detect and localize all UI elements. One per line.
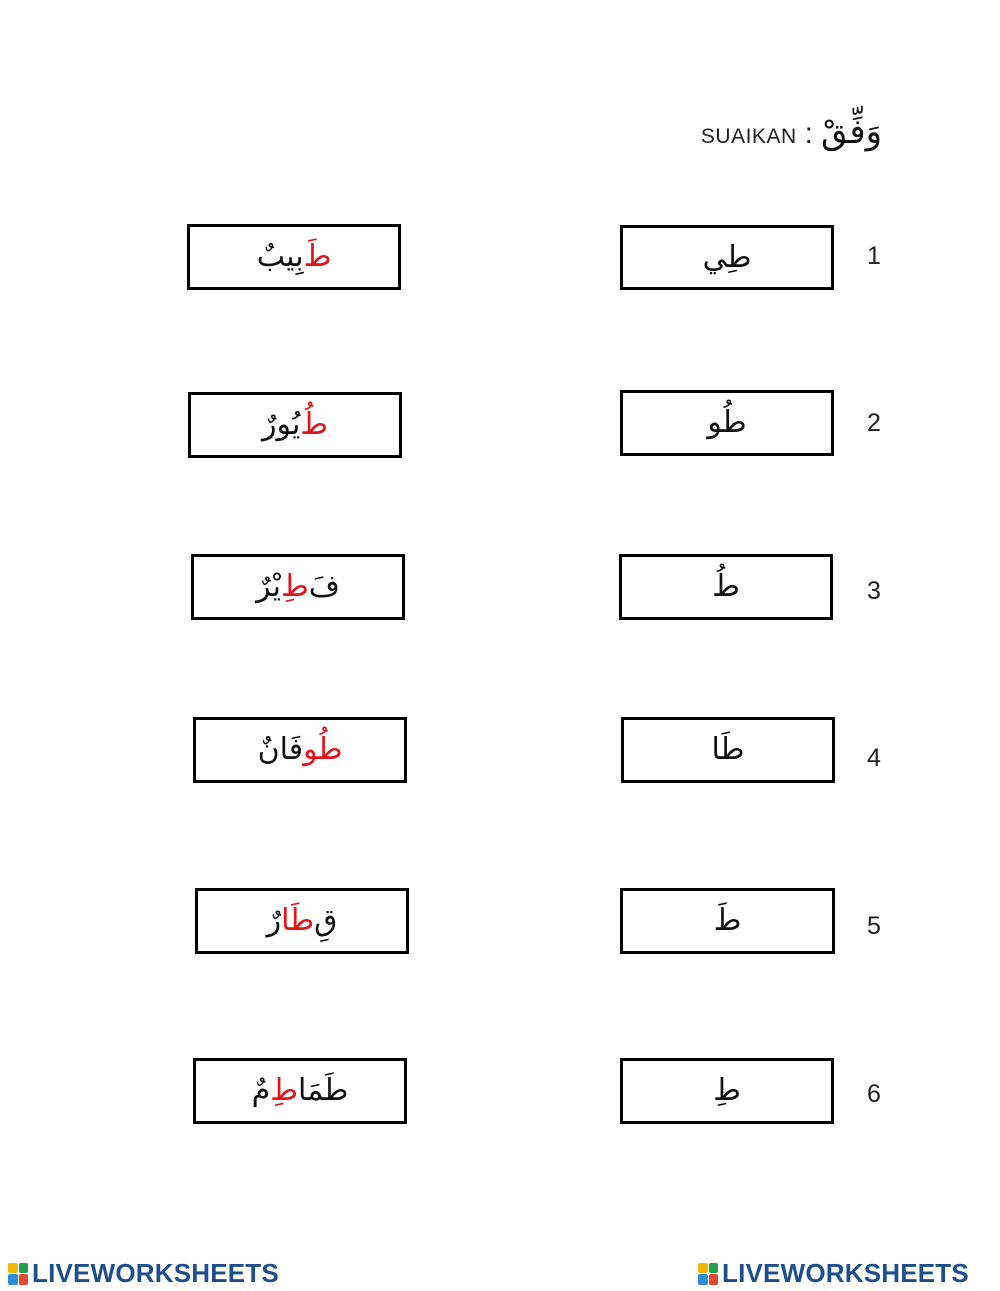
word-box-4[interactable] (193, 717, 407, 783)
syllable-box-1[interactable] (620, 225, 834, 290)
syllable-text: طَ (713, 903, 742, 938)
brand-text: LIVEWORKSHEETS (32, 1258, 279, 1288)
word-pre: قِ (314, 903, 338, 938)
liveworksheets-brand-left[interactable] (8, 1258, 279, 1289)
instruction-colon: : (804, 117, 813, 150)
liveworksheets-brand-right[interactable] (698, 1258, 969, 1289)
item-number-3: 3 (867, 577, 881, 605)
word-box-3[interactable] (191, 554, 405, 620)
instruction-arabic-title: وَفِّقْ (820, 112, 882, 152)
syllable-text: طِي (702, 239, 752, 275)
word-pre: فَ (308, 569, 340, 604)
word-post: رٌ (266, 903, 282, 938)
word-highlight: طِ (270, 1073, 298, 1108)
item-number-5: 5 (867, 912, 881, 940)
syllable-box-3[interactable] (619, 554, 833, 620)
syllable-text: طُو (707, 405, 747, 440)
word-post: يُورٌ (261, 407, 301, 442)
word-post: يْرٌ (256, 569, 282, 604)
word-post: مٌ (251, 1073, 271, 1108)
syllable-box-6[interactable] (620, 1058, 834, 1124)
syllable-box-2[interactable] (620, 390, 834, 456)
word-highlight: طَا (281, 903, 315, 938)
syllable-text: طَا (711, 732, 745, 767)
word-box-6[interactable] (193, 1058, 407, 1124)
brand-text: LIVEWORKSHEETS (722, 1258, 969, 1288)
instruction-heading (701, 112, 882, 152)
syllable-box-5[interactable] (620, 888, 835, 954)
word-box-1[interactable] (187, 224, 401, 290)
word-highlight: طَ (303, 239, 332, 274)
syllable-text: طِ (713, 1073, 741, 1108)
liveworksheets-logo-icon (698, 1263, 718, 1285)
item-number-2: 2 (867, 409, 881, 437)
item-number-1: 1 (867, 242, 881, 270)
liveworksheets-logo-icon (8, 1263, 28, 1285)
word-post: بِيبٌ (256, 239, 304, 274)
word-box-5[interactable] (195, 888, 409, 954)
word-post: فَانٌ (257, 732, 304, 767)
syllable-box-4[interactable] (621, 717, 835, 783)
word-pre: طَمَا (297, 1073, 349, 1108)
instruction-label: SUAIKAN (700, 125, 797, 148)
word-highlight: طُ (300, 407, 329, 442)
item-number-4: 4 (867, 744, 881, 772)
word-highlight: طِ (281, 569, 309, 604)
syllable-text: طُ (712, 569, 740, 604)
item-number-6: 6 (867, 1080, 881, 1108)
word-box-2[interactable] (188, 392, 402, 458)
word-highlight: طُو (303, 732, 343, 767)
